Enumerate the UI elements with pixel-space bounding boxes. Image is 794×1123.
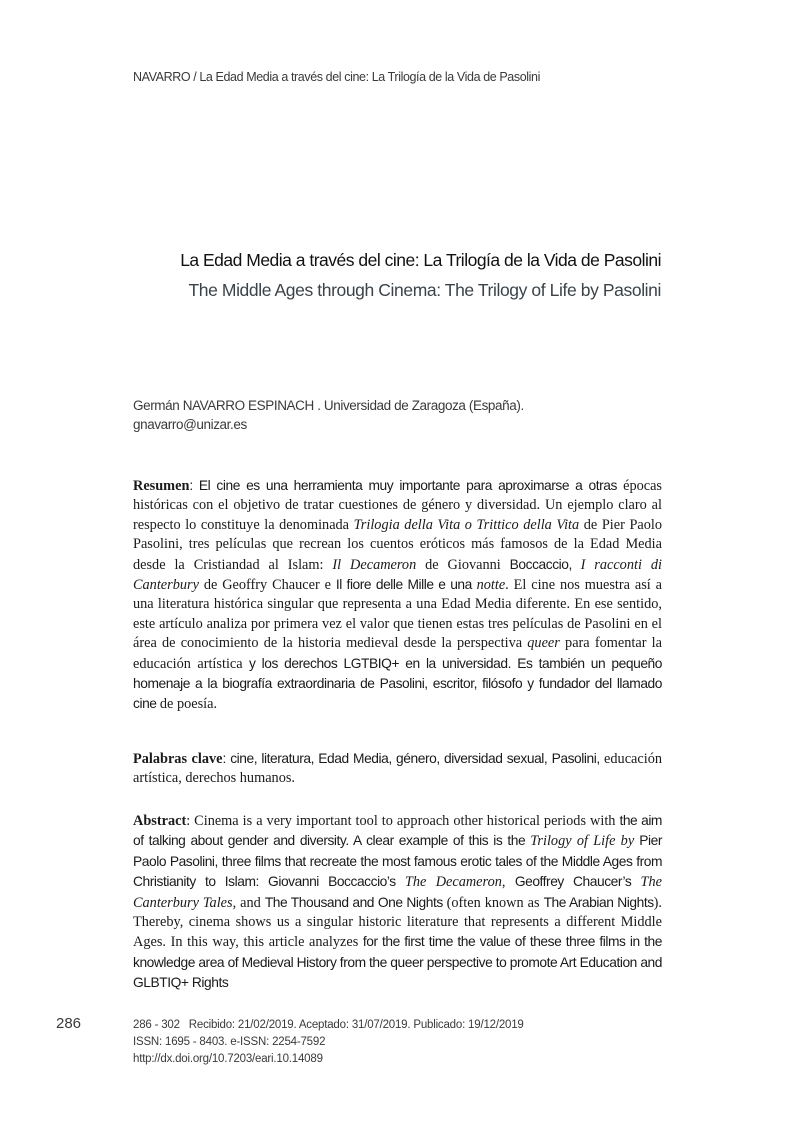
text-segment: de Geoffry Chaucer e	[198, 577, 336, 594]
text-segment: : Cinema is a very important tool to approach other historical periods with	[186, 813, 620, 829]
italic-text-segment: queer	[527, 635, 560, 652]
page-number: 286	[56, 1015, 82, 1032]
text-segment: Geoffrey Chaucer’s	[514, 874, 641, 890]
text-segment: for the first time the value of these three films in the knowledge area of Medieval History from the queer perspective to promote Art Education and GLBTIQ+ Rights	[133, 934, 662, 991]
text-segment: Il fiore delle Mille e una	[335, 577, 477, 593]
title-block	[180, 248, 661, 302]
italic-text-segment: The Canterbury Tales	[133, 874, 662, 911]
abstract-text	[133, 814, 662, 991]
footer-block	[133, 1017, 524, 1068]
footer-issn: ISSN: 1695 - 8403. e-ISSN: 2254-7592	[133, 1036, 326, 1048]
running-head: NAVARRO / La Edad Media a través del cine: La Trilogía de la Vida de Pasolini	[133, 70, 540, 84]
resumen-text	[133, 479, 662, 712]
italic-text-segment: Il Decameron	[332, 556, 417, 573]
title-spanish: La Edad Media a través del cine: La Trilogía de la Vida de Pasolini	[180, 250, 661, 270]
text-segment: para fomentar la educación artística	[133, 635, 662, 672]
abstract-label: Abstract	[133, 813, 187, 829]
keywords-paragraph	[133, 749, 662, 789]
text-segment: . El cine nos muestra así a una literatura histórica singular que representa a una Edad Media diferente. En ese sentido, este artículo analiza por primera vez el valor que tienen estas tres películas de Pasolini en el área de conocimiento de la historia medieval desde la perspectiva	[133, 577, 662, 652]
italic-text-segment: Trilogy of Life by	[530, 833, 635, 850]
text-segment: ). Thereby, cinema shows us a singular historic literature that represents a different Middle Ages. In this way, this article analyzes	[133, 894, 662, 951]
italic-text-segment: Trilogia della Vita o Trittico della Vita	[353, 516, 580, 533]
text-segment: y los derechos LGTBIQ+ en la universidad. Es también un pequeño homenaje a la biografía extraordinaria de Pasolini, escritor, filósofo y fundador del llamado cine	[133, 655, 662, 712]
text-segment: Boccaccio,	[509, 556, 581, 572]
text-segment: The Thousand and One Nights	[264, 894, 447, 910]
footer-doi[interactable]: http://dx.doi.org/10.7203/eari.10.14089	[133, 1053, 323, 1065]
author-email[interactable]: gnavarro@unizar.es	[133, 417, 247, 432]
text-segment: épocas históricas con el objetivo de tratar cuestiones de género y diversidad. Un ejemplo claro al respecto lo constituye la denominada	[133, 478, 662, 533]
text-segment: : cine, literatura, Edad Media, género, diversidad sexual, Pasolini,	[222, 751, 605, 766]
text-segment: educación artística, derechos humanos.	[133, 751, 662, 787]
resumen-label: Resumen	[133, 478, 190, 494]
text-segment: Pier Paolo Pasolini, three films that recreate the most famous erotic tales of the Middle Ages from Christianity to Islam: Giovanni Boccaccio’s	[133, 833, 662, 890]
abstract-paragraph	[133, 811, 662, 994]
text-segment: de Pier Paolo Pasolini, tres películas que recrean los cuentos eróticos más famosos de la Edad Media desde la Cristiandad al Islam:	[133, 516, 663, 573]
text-segment: de poesía.	[159, 696, 218, 713]
italic-text-segment: The Decameron	[404, 874, 502, 891]
text-segment: the aim of talking about gender and diversity. A clear example of this is the	[133, 813, 662, 849]
text-segment: , and	[232, 894, 265, 911]
footer-pages-dates: 286 - 302 Recibido: 21/02/2019. Aceptado: 31/07/2019. Publicado: 19/12/2019	[133, 1019, 524, 1031]
text-segment: The Arabian Nights	[543, 894, 654, 910]
author-block	[133, 396, 524, 434]
italic-text-segment: notte	[476, 577, 506, 594]
text-segment: (often known as	[446, 894, 544, 911]
resumen-paragraph	[133, 476, 662, 715]
keywords-label: Palabras clave	[133, 751, 223, 767]
text-segment: ,	[501, 874, 515, 891]
text-segment: : El cine es una herramienta muy importante para aproximarse a otras	[189, 478, 624, 493]
italic-text-segment: I racconti di Canterbury	[133, 556, 662, 594]
text-segment: de Giovanni	[416, 556, 510, 573]
author-affiliation: Germán NAVARRO ESPINACH . Universidad de Zaragoza (España).	[133, 398, 524, 413]
title-english: The Middle Ages through Cinema: The Trilogy of Life by Pasolini	[188, 280, 661, 300]
